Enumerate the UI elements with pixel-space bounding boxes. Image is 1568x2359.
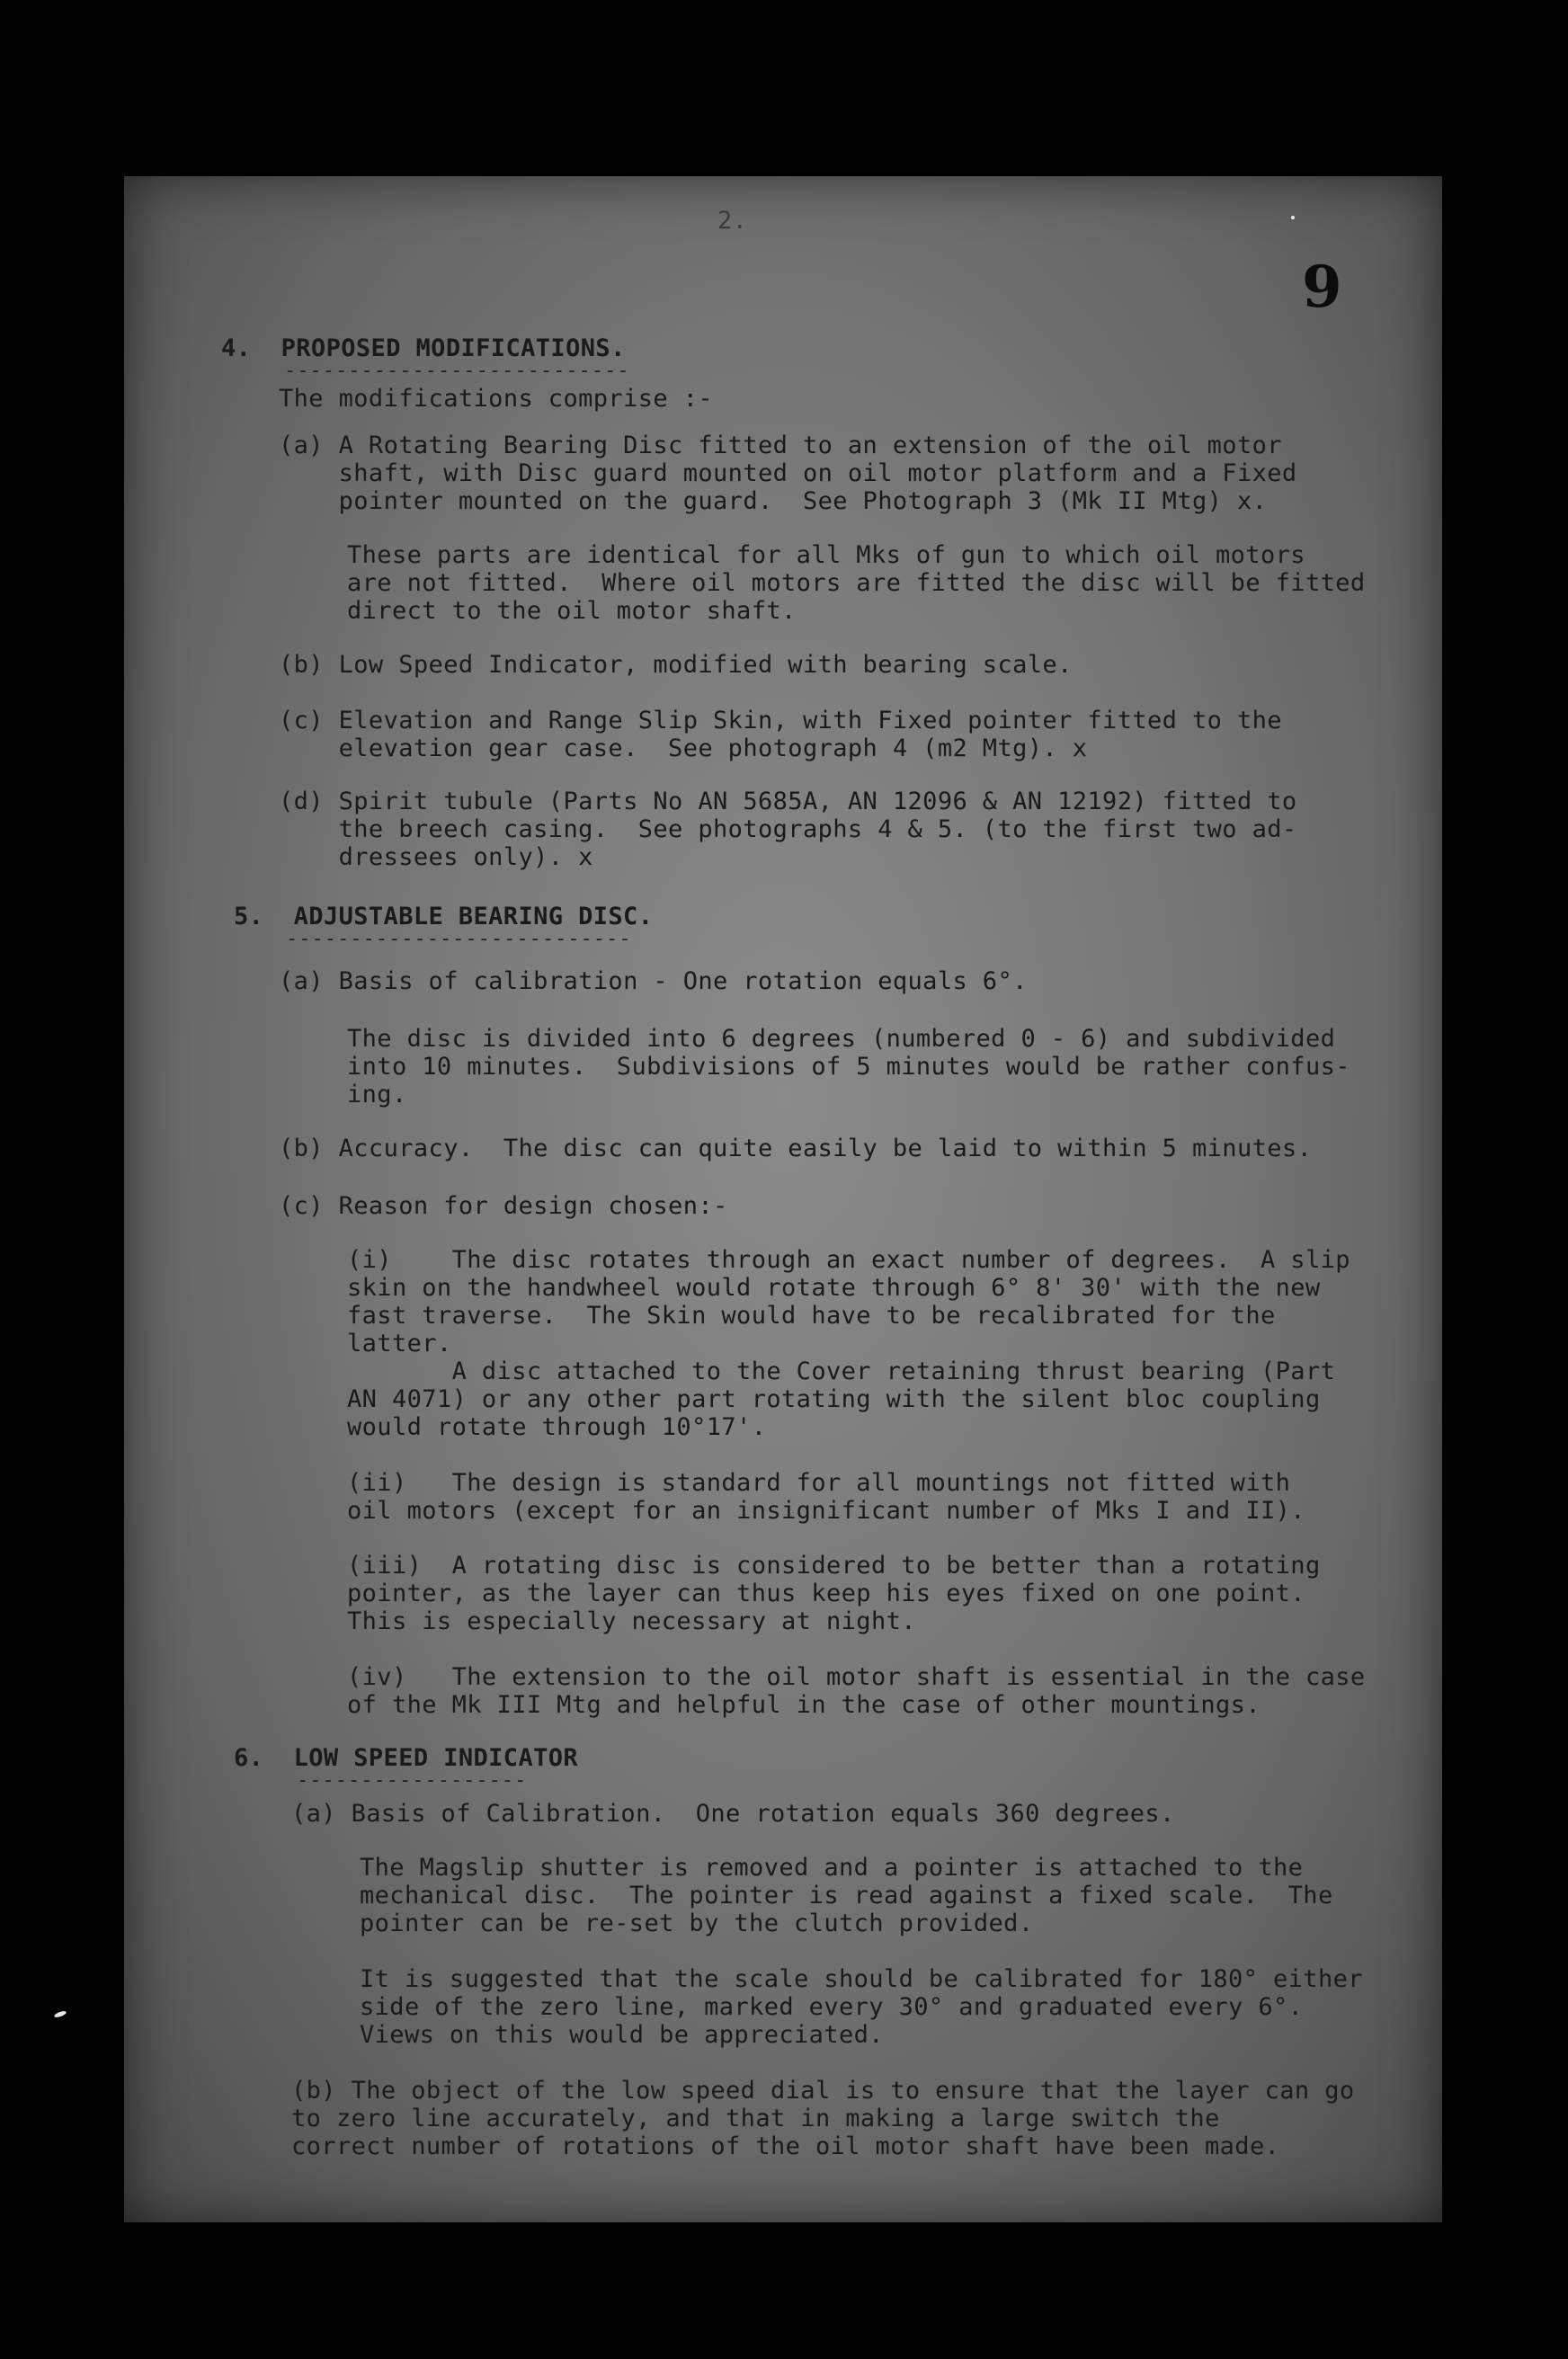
margin-mark: 9 xyxy=(1302,254,1342,321)
item-5c-iii-line: pointer, as the layer can thus keep his eyes fixed on one point. xyxy=(347,1580,1305,1607)
item-5c-ii-line: oil motors (except for an insignificant number of Mks I and II). xyxy=(347,1497,1305,1525)
item-5c-i-line: would rotate through 10°17'. xyxy=(347,1413,767,1441)
item-6a-note-line: pointer can be re-set by the clutch provided. xyxy=(360,1909,1034,1937)
item-4a-line: shaft, with Disc guard mounted on oil motor platform and a Fixed xyxy=(279,459,1297,487)
item-4a-note-line: direct to the oil motor shaft. xyxy=(347,597,797,625)
item-6a-note2-line: Views on this would be appreciated. xyxy=(360,2021,884,2049)
page-number: 2. xyxy=(717,207,748,235)
item-6a-note2-line: side of the zero line, marked every 30° and graduated every 6°. xyxy=(360,1993,1304,2021)
item-4d-line: dressees only). x xyxy=(279,843,593,871)
item-5a-note-line: into 10 minutes. Subdivisions of 5 minutes would be rather confus- xyxy=(347,1053,1350,1081)
section-6-heading: 6. LOW SPEED INDICATOR xyxy=(234,1744,579,1772)
section-6-underline: ------------------ xyxy=(297,1769,528,1792)
item-6b-line: correct number of rotations of the oil motor shaft have been made. xyxy=(291,2132,1280,2160)
item-5c-i-line: A disc attached to the Cover retaining thrust bearing (Part xyxy=(347,1358,1336,1385)
section-5-heading: 5. ADJUSTABLE BEARING DISC. xyxy=(234,903,654,930)
item-5a-note-line: ing. xyxy=(347,1081,407,1108)
item-6b-line: to zero line accurately, and that in making a large switch the xyxy=(291,2105,1220,2132)
item-4a-note-line: These parts are identical for all Mks of gun to which oil motors xyxy=(347,541,1305,569)
item-6a: (a) Basis of Calibration. One rotation equals 360 degrees. xyxy=(291,1800,1175,1828)
item-5c-iv-line: of the Mk III Mtg and helpful in the case of other mountings. xyxy=(347,1691,1261,1719)
item-5a-note-line: The disc is divided into 6 degrees (numbered 0 - 6) and subdivided xyxy=(347,1025,1336,1053)
item-4c-line: elevation gear case. See photograph 4 (m2 Mtg). x xyxy=(279,734,1088,762)
item-5c-i-line: AN 4071) or any other part rotating with the silent bloc coupling xyxy=(347,1385,1321,1413)
item-6b-line: (b) The object of the low speed dial is to ensure that the layer can go xyxy=(291,2077,1355,2105)
item-5c-i-line: latter. xyxy=(347,1330,452,1358)
item-5c-iv-line: (iv) The extension to the oil motor shaft is essential in the case xyxy=(347,1663,1366,1691)
item-4a-line: (a) A Rotating Bearing Disc fitted to an extension of the oil motor xyxy=(279,432,1282,459)
item-6a-note-line: mechanical disc. The pointer is read against a fixed scale. The xyxy=(360,1882,1333,1909)
item-6a-note-line: The Magslip shutter is removed and a pointer is attached to the xyxy=(360,1854,1304,1882)
item-5c-i-line: fast traverse. The Skin would have to be recalibrated for the xyxy=(347,1302,1276,1330)
item-5c-iii-line: This is especially necessary at night. xyxy=(347,1607,916,1635)
item-4a-note-line: are not fitted. Where oil motors are fitted the disc will be fitted xyxy=(347,569,1366,597)
item-5c-ii-line: (ii) The design is standard for all mountings not fitted with xyxy=(347,1469,1291,1497)
item-4c-line: (c) Elevation and Range Slip Skin, with Fixed pointer fitted to the xyxy=(279,707,1282,734)
item-4d-line: the breech casing. See photographs 4 & 5. (to the first two ad- xyxy=(279,815,1297,843)
item-6a-note2-line: It is suggested that the scale should be calibrated for 180° either xyxy=(360,1965,1363,1993)
item-4b: (b) Low Speed Indicator, modified with bearing scale. xyxy=(279,651,1073,679)
item-5c-i-line: skin on the handwheel would rotate through 6° 8' 30' with the new xyxy=(347,1274,1321,1302)
item-4d-line: (d) Spirit tubule (Parts No AN 5685A, AN 12096 & AN 12192) fitted to xyxy=(279,788,1297,815)
scan-speck xyxy=(1291,216,1295,219)
item-5b: (b) Accuracy. The disc can quite easily be laid to within 5 minutes. xyxy=(279,1135,1313,1162)
item-4a-line: pointer mounted on the guard. See Photograph 3 (Mk II Mtg) x. xyxy=(279,487,1268,515)
item-5a: (a) Basis of calibration - One rotation equals 6°. xyxy=(279,967,1028,995)
document-page xyxy=(124,176,1442,2222)
section-4-underline: --------------------------- xyxy=(284,360,630,382)
item-5c-i-line: (i) The disc rotates through an exact number of degrees. A slip xyxy=(347,1246,1350,1274)
section-4-heading: 4. PROPOSED MODIFICATIONS. xyxy=(221,334,626,362)
item-5c-iii-line: (iii) A rotating disc is considered to be better than a rotating xyxy=(347,1552,1321,1580)
scan-speck xyxy=(54,2010,67,2018)
item-5c: (c) Reason for design chosen:- xyxy=(279,1192,728,1220)
section-5-underline: --------------------------- xyxy=(286,928,632,950)
section-4-intro: The modifications comprise :- xyxy=(279,385,714,413)
